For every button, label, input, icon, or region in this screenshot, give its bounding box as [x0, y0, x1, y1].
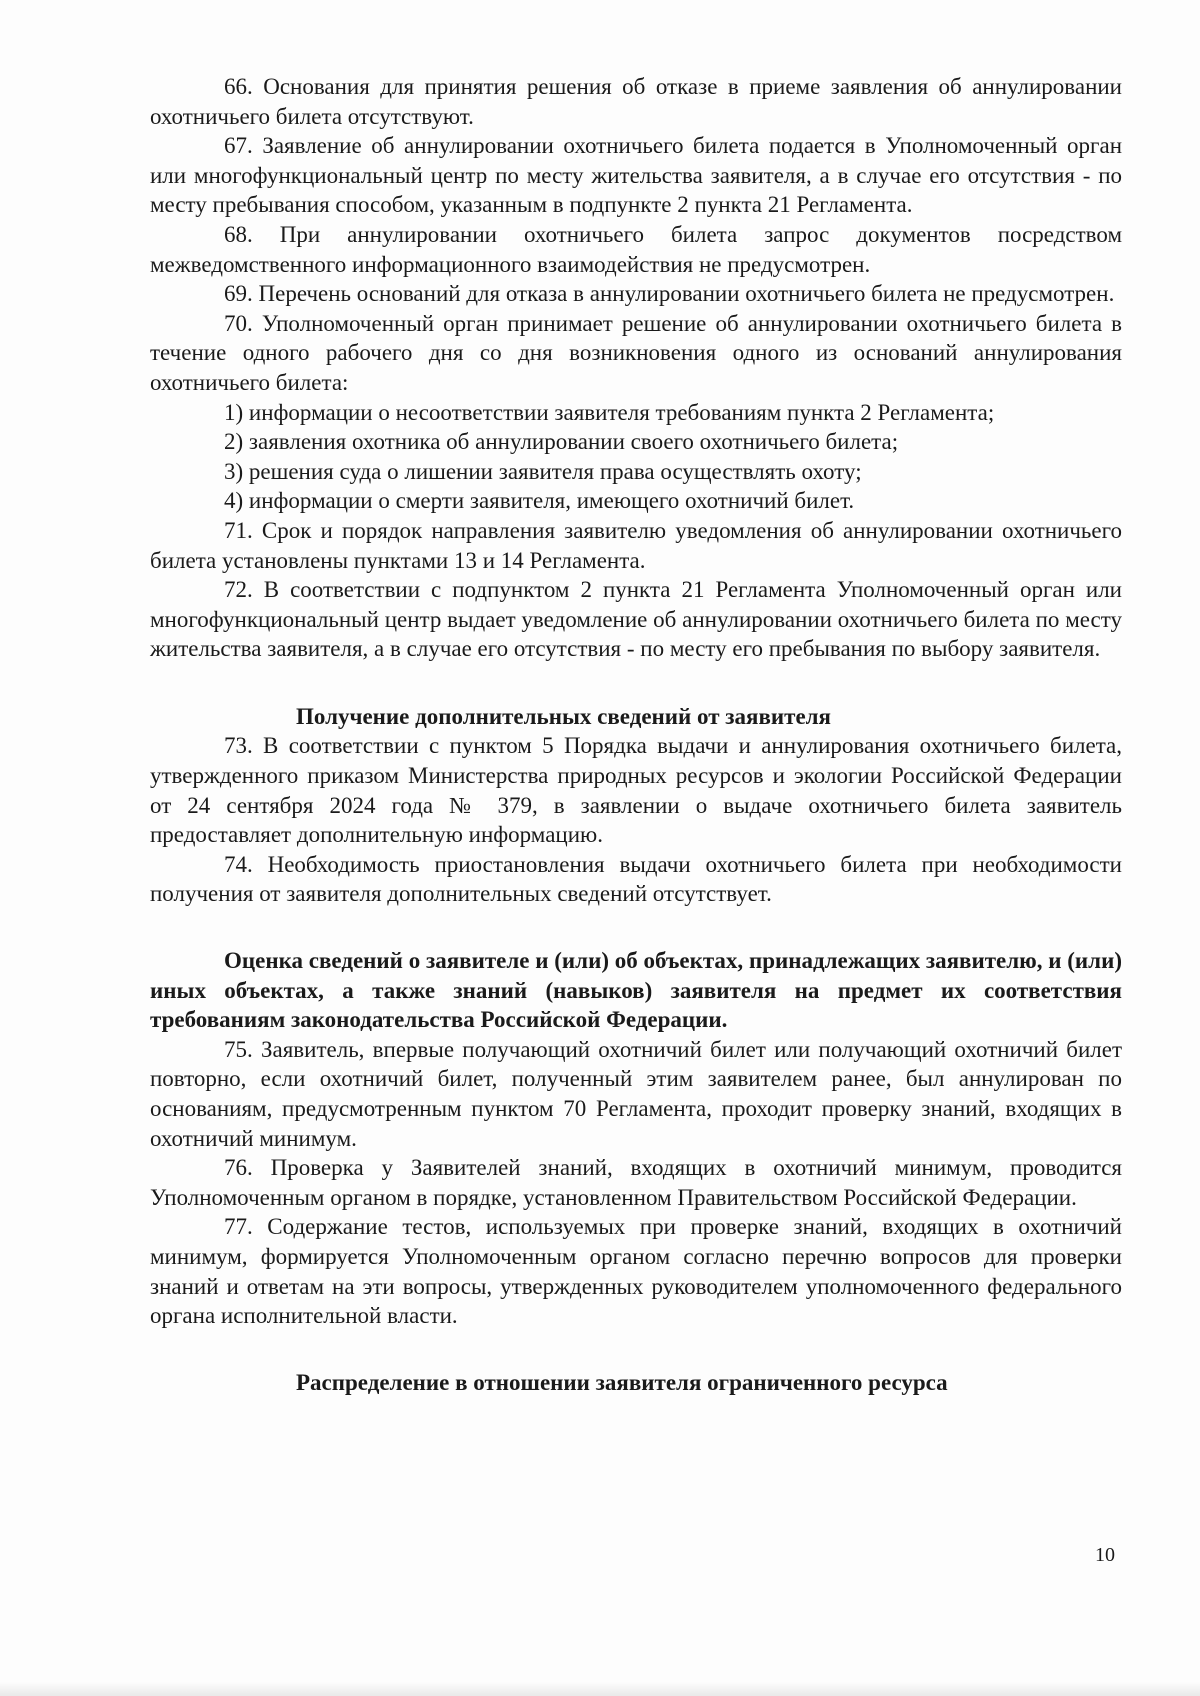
- paragraph-69: 69. Перечень оснований для отказа в аннулировании охотничьего билета не предусмотрен.: [224, 281, 1115, 307]
- paragraph-77: 77. Содержание тестов, используемых при проверке знаний, входящих в охотничий минимум, формируется Уполномоченным органом согласно перечню вопросов для проверки знаний и ответам на эти вопросы, утвержденных руководителем уполномоченного федерального органа исполнительной власти.: [150, 1214, 1122, 1329]
- list-item-4: 4) информации о смерти заявителя, имеющего охотничий билет.: [224, 488, 855, 514]
- paragraph-76: 76. Проверка у Заявителей знаний, входящих в охотничий минимум, проводится Уполномоченным органом в порядке, установленном Правительством Российской Федерации.: [150, 1155, 1122, 1210]
- paragraph-73: 73. В соответствии с пунктом 5 Порядка выдачи и аннулирования охотничьего билета, утвержденного приказом Министерства природных ресурсов и экологии Российской Федерации от 24 сентября 2024 года № 379, в заявлении о выдаче охотничьего билета заявитель предоставляет дополнительную информацию.: [150, 733, 1122, 848]
- section-heading-additional-info: Получение дополнительных сведений от заявителя: [296, 703, 831, 729]
- list-item-3: 3) решения суда о лишении заявителя права осуществлять охоту;: [224, 458, 862, 484]
- paragraph-67: 67. Заявление об аннулировании охотничьего билета подается в Уполномоченный орган или многофункциональный центр по месту жительства заявителя, а в случае его отсутствия - по месту пребывания способом, указанным в подпункте 2 пункта 21 Регламента.: [150, 133, 1122, 218]
- paragraph-70: 70. Уполномоченный орган принимает решение об аннулировании охотничьего билета в течение одного рабочего дня со дня возникновения одного из оснований аннулирования охотничьего билета:: [150, 310, 1122, 395]
- paragraph-75: 75. Заявитель, впервые получающий охотничий билет или получающий охотничий билет повторно, если охотничий билет, полученный этим заявителем ранее, был аннулирован по основаниям, предусмотренным пунктом 70 Регламента, проходит проверку знаний, входящих в охотничий минимум.: [150, 1036, 1122, 1151]
- list-item-2: 2) заявления охотника об аннулировании своего охотничьего билета;: [224, 429, 899, 455]
- paragraph-72: 72. В соответствии с подпунктом 2 пункта 21 Регламента Уполномоченный орган или многофункциональный центр выдает уведомление об аннулировании охотничьего билета по месту жительства заявителя, а в случае его отсутствия - по месту его пребывания по выбору заявителя.: [150, 577, 1122, 662]
- page-body: [150, 72, 1122, 1397]
- section-heading-assessment: Оценка сведений о заявителе и (или) об объектах, принадлежащих заявителю, и (или) иных объектах, а также знаний (навыков) заявителя на предмет их соответствия требованиям законодательства Российской Федерации.: [150, 948, 1122, 1033]
- scan-bottom-edge: [0, 1682, 1200, 1696]
- paragraph-68: 68. При аннулировании охотничьего билета запрос документов посредством межведомственного информационного взаимодействия не предусмотрен.: [150, 221, 1122, 277]
- paragraph-74: 74. Необходимость приостановления выдачи охотничьего билета при необходимости получения от заявителя дополнительных сведений отсутствует.: [150, 851, 1122, 907]
- page-number: 10: [1095, 1544, 1115, 1566]
- section-heading-limited-resource: Распределение в отношении заявителя ограниченного ресурса: [296, 1369, 948, 1395]
- paragraph-66: 66. Основания для принятия решения об отказе в приеме заявления об аннулировании охотничьего билета отсутствуют.: [150, 74, 1122, 129]
- paragraph-71: 71. Срок и порядок направления заявителю уведомления об аннулировании охотничьего билета установлены пунктами 13 и 14 Регламента.: [150, 517, 1122, 573]
- list-item-1: 1) информации о несоответствии заявителя требованиям пункта 2 Регламента;: [224, 399, 995, 425]
